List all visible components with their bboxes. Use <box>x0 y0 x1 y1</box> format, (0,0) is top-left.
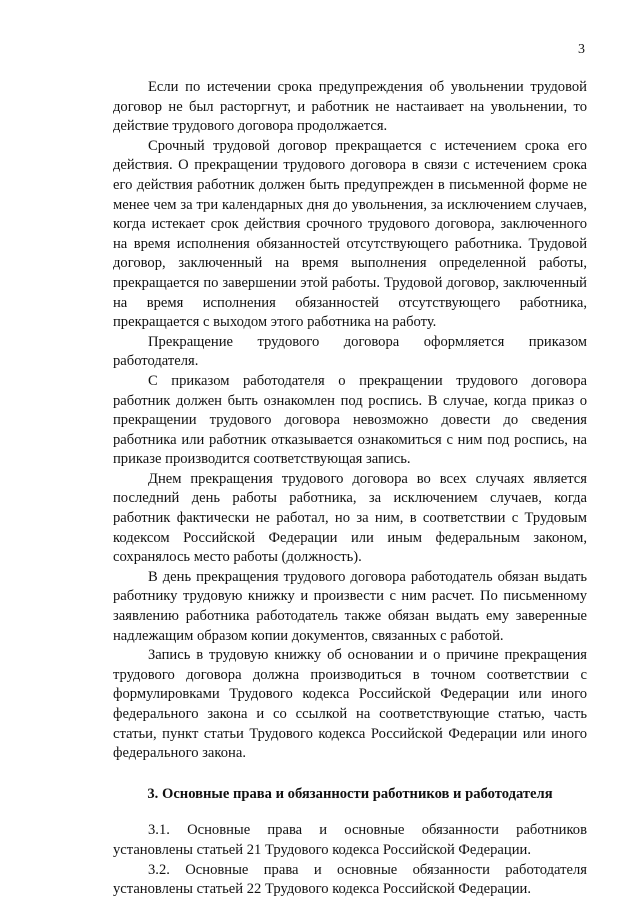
paragraph: Запись в трудовую книжку об основании и о причине прекращения трудового договора должна производиться в точном соответствии с формулировками Трудового кодекса Российской Федерации или иного федерального закона и со ссылкой на соответствующие статью, часть статьи, пункт статьи Трудового кодекса Российской Федерации или иного федерального закона. <box>113 647 587 762</box>
paragraph: Днем прекращения трудового договора во всех случаях является последний день работы работника, за исключением случаев, когда работник фактически не работал, но за ним, в соответствии с Трудовым кодексом Российской Федерации или иным федеральным законом, сохранялось место работы (должность). <box>113 470 587 566</box>
page-number: 3 <box>578 42 585 57</box>
section-item: 3.2. Основные права и основные обязанности работодателя установлены статьей 22 Трудового кодекса Российской Федерации. <box>113 861 587 898</box>
paragraph: Если по истечении срока предупреждения об увольнении трудовой договор не был расторгнут, и работник не настаивает на увольнении, то действие трудового договора продолжается. <box>113 79 587 135</box>
document-body <box>113 78 587 900</box>
paragraph: С приказом работодателя о прекращении трудового договора работник должен быть ознакомлен под роспись. В случае, когда приказ о прекращении трудового договора невозможно довести до сведения работника или работник отказывается ознакомиться с ним под роспись, на приказе производится соответствующая запись. <box>113 372 587 468</box>
paragraph: В день прекращения трудового договора работодатель обязан выдать работнику трудовую книжку и произвести с ним расчет. По письменному заявлению работника работодатель также обязан выдать ему заверенные надлежащим образом копии документов, связанных с работой. <box>113 568 587 644</box>
section-item: 3.1. Основные права и основные обязанности работников установлены статьей 21 Трудового кодекса Российской Федерации. <box>113 822 587 858</box>
paragraph: Прекращение трудового договора оформляется приказом работодателя. <box>113 333 587 370</box>
paragraph: Срочный трудовой договор прекращается с истечением срока его действия. О прекращении трудового договора в связи с истечением срока его действия работник должен быть предупрежден в письменной форме не менее чем за три календарных дня до увольнения, за исключением случаев, когда истекает срок действия срочного трудового договора, заключенного на время исполнения обязанностей отсутствующего работника. Трудовой договор, заключенный на время выполнения определенной работы, прекращается по завершении этой работы. Трудовой договор, заключенный на время исполнения обязанностей отсутствующего работника, прекращается с выходом этого работника на работу. <box>113 137 587 331</box>
section-title: 3. Основные права и обязанности работников и работодателя <box>147 785 553 802</box>
